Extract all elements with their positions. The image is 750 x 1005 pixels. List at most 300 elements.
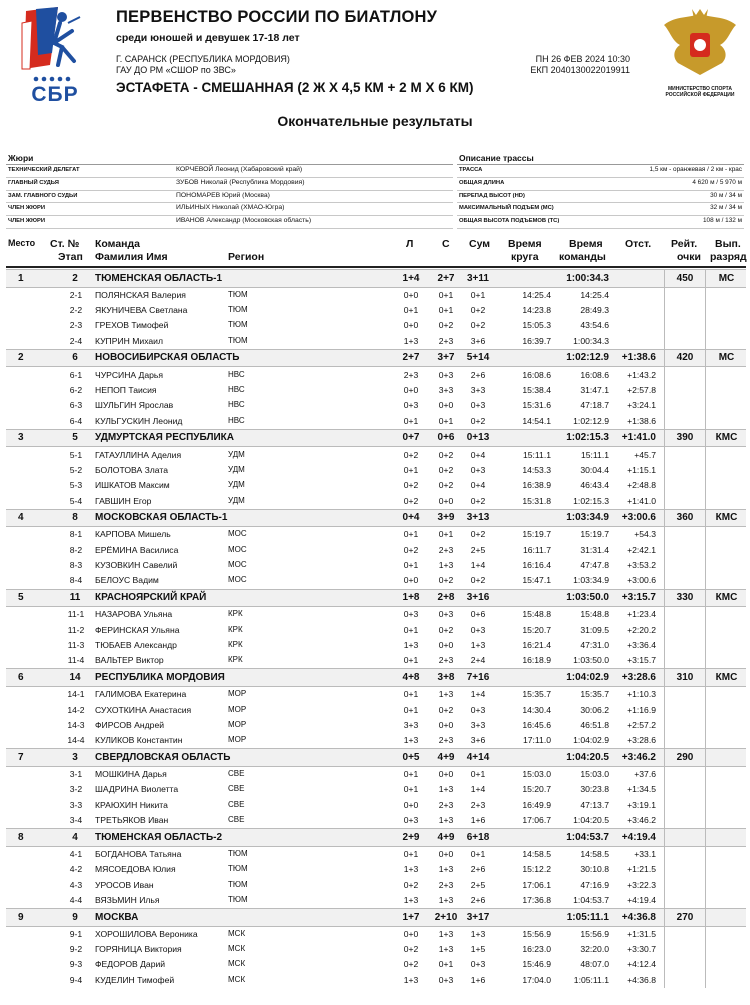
athlete-total-time: 46:51.8 [580, 719, 609, 730]
team-name: СВЕРДЛОВСКАЯ ОБЛАСТЬ [95, 751, 231, 763]
team-standing: 3+7 [437, 352, 455, 364]
course-label: ОБЩАЯ ВЫСОТА ПОДЪЕМОВ (ТС) [459, 218, 560, 225]
athlete-total-time: 16:08.6 [580, 369, 609, 380]
athlete-row [6, 847, 746, 862]
column-divider [664, 334, 665, 349]
athlete-standing: 2+3 [438, 799, 454, 810]
column-divider [705, 893, 706, 908]
athlete-region: МОР [228, 735, 247, 745]
athlete-gap: +3:46.2 [627, 815, 656, 826]
athlete-standing: 2+3 [438, 544, 454, 555]
athlete-standing: 1+3 [438, 944, 454, 955]
column-divider [705, 942, 706, 957]
athlete-gap: +1:16.9 [627, 704, 656, 715]
athlete-row [6, 957, 746, 972]
athlete-total-time: 1:04:20.5 [573, 815, 609, 826]
column-divider [705, 957, 706, 972]
athlete-stage: 11-2 [67, 624, 85, 635]
athlete-name: ГОРЯНИЦА Виктория [95, 944, 182, 955]
team-sum: 3+11 [467, 272, 489, 284]
column-divider [705, 718, 706, 733]
team-place: 2 [18, 352, 24, 364]
column-divider [705, 542, 706, 557]
athlete-region: СВЕ [228, 784, 245, 794]
team-place: 7 [18, 751, 24, 763]
athlete-lying: 0+3 [403, 815, 419, 826]
athlete-sum: 0+2 [470, 415, 486, 426]
column-divider [705, 782, 706, 797]
column-divider [664, 288, 665, 303]
athlete-row [6, 558, 746, 573]
athlete-lying: 0+1 [403, 784, 419, 795]
team-rank-points [664, 829, 705, 846]
athlete-gap: +1:23.4 [627, 609, 656, 620]
team-time: 1:04:20.5 [566, 751, 609, 763]
team-place: 4 [18, 512, 24, 524]
athlete-stage: 11-3 [67, 639, 85, 650]
jury-row [6, 203, 453, 216]
athlete-stage: 4-2 [69, 864, 83, 875]
team-sum: 0+13 [466, 432, 490, 444]
athlete-lap-time: 15:47.1 [522, 575, 551, 586]
athlete-standing: 0+0 [438, 495, 454, 506]
athlete-stage: 14-4 [67, 735, 85, 746]
column-divider [664, 303, 665, 318]
athlete-stage: 9-1 [69, 928, 83, 939]
team-lying: 0+4 [402, 512, 420, 524]
athlete-lap-time: 17:36.8 [522, 894, 551, 905]
athlete-standing: 0+2 [438, 704, 454, 715]
course-row [457, 178, 744, 191]
column-divider [664, 622, 665, 637]
course-row [457, 191, 744, 204]
athlete-total-time: 15:35.7 [580, 689, 609, 700]
column-divider [664, 638, 665, 653]
team-category [705, 749, 747, 766]
team-place: 5 [18, 592, 24, 603]
column-divider [705, 797, 706, 812]
athlete-stage: 3-4 [69, 815, 83, 826]
team-row [6, 908, 746, 927]
athlete-lap-time: 15:12.2 [522, 864, 551, 875]
athlete-name: ГАЛИМОВА Екатерина [95, 689, 187, 700]
athlete-gap: +33.1 [634, 848, 656, 859]
col-lying: Л [406, 238, 414, 250]
athlete-total-time: 30:06.2 [580, 704, 609, 715]
athlete-lap-time: 16:18.9 [522, 655, 551, 666]
athlete-standing: 0+0 [438, 769, 454, 780]
athlete-lap-time: 15:56.9 [522, 928, 551, 939]
course-value: 4 620 м / 5 970 м [692, 178, 742, 186]
athlete-standing: 1+3 [438, 928, 454, 939]
athlete-standing: 0+1 [438, 305, 454, 316]
athlete-lying: 0+2 [403, 449, 419, 460]
athlete-name: ЯКУНИЧЕВА Светлана [95, 305, 188, 316]
athlete-total-time: 15:03.0 [580, 769, 609, 780]
athlete-sum: 0+2 [470, 305, 486, 316]
athlete-sum: 0+1 [470, 289, 486, 300]
team-name: УДМУРТСКАЯ РЕСПУБЛИКА [95, 432, 234, 444]
athlete-standing: 2+3 [438, 879, 454, 890]
team-bib: 9 [72, 911, 78, 923]
athlete-sum: 1+4 [470, 784, 486, 795]
column-divider [705, 687, 706, 702]
athlete-lap-time: 16:39.7 [522, 335, 551, 346]
athlete-lap-time: 16:38.9 [522, 480, 551, 491]
athlete-lap-time: 16:49.9 [522, 799, 551, 810]
athlete-lying: 0+1 [403, 704, 419, 715]
jury-member: ИВАНОВ Александр (Московская область) [176, 217, 312, 225]
column-divider [664, 383, 665, 398]
col-lap-time: Время [508, 238, 542, 250]
athlete-total-time: 47:18.7 [580, 400, 609, 411]
athlete-stage: 6-4 [69, 415, 83, 426]
championship-subtitle: среди юношей и девушек 17-18 лет [116, 32, 300, 44]
athlete-lying: 1+3 [403, 894, 419, 905]
athlete-name: КУЛЬГУСКИН Леонид [95, 415, 183, 426]
column-divider [664, 893, 665, 908]
athlete-gap: +2:57.2 [627, 719, 656, 730]
athlete-total-time: 47:47.8 [580, 560, 609, 571]
athlete-total-time: 28:49.3 [580, 305, 609, 316]
athlete-standing: 3+3 [438, 385, 454, 396]
team-bib: 11 [69, 592, 81, 603]
team-standing: 2+7 [437, 272, 455, 284]
team-row [6, 748, 746, 767]
athlete-total-time: 1:03:50.0 [573, 655, 609, 666]
athlete-stage: 6-3 [69, 400, 83, 411]
athlete-name: КУПРИН Михаил [95, 335, 163, 346]
athlete-standing: 0+2 [438, 480, 454, 491]
col-stage: Этап [58, 251, 83, 263]
athlete-lap-time: 17:11.0 [522, 735, 551, 746]
athlete-region: КРК [228, 639, 243, 649]
athlete-region: КРК [228, 655, 243, 665]
column-divider [705, 527, 706, 542]
team-category: КМС [705, 590, 747, 607]
athlete-lap-time: 17:06.7 [522, 815, 551, 826]
athlete-row [6, 733, 746, 748]
athlete-name: БОГДАНОВА Татьяна [95, 848, 182, 859]
course-row [457, 165, 744, 178]
athlete-name: БЕЛОУС Вадим [95, 575, 159, 586]
column-divider [705, 702, 706, 717]
athlete-gap: +3:30.7 [627, 944, 656, 955]
athlete-name: КУДЕЛИН Тимофей [95, 974, 175, 985]
athlete-lap-time: 16:11.7 [522, 544, 551, 555]
athlete-row [6, 493, 746, 508]
athlete-lap-time: 15:20.7 [522, 784, 551, 795]
athlete-name: ИШКАТОВ Максим [95, 480, 170, 491]
team-place: 9 [18, 911, 24, 923]
athlete-row [6, 573, 746, 588]
athlete-standing: 1+3 [438, 560, 454, 571]
athlete-lap-time: 14:58.5 [522, 848, 551, 859]
athlete-name: ПОЛЯНСКАЯ Валерия [95, 289, 186, 300]
team-time: 1:02:15.3 [566, 432, 609, 444]
athlete-stage: 4-1 [69, 848, 83, 859]
athlete-total-time: 1:02:15.3 [573, 495, 609, 506]
athlete-sum: 2+6 [470, 894, 486, 905]
column-divider [705, 383, 706, 398]
athlete-region: ТЮМ [228, 289, 248, 299]
column-divider [664, 718, 665, 733]
athlete-standing: 0+0 [438, 719, 454, 730]
athlete-lying: 0+1 [403, 848, 419, 859]
athlete-total-time: 30:23.8 [580, 784, 609, 795]
athlete-stage: 8-4 [69, 575, 83, 586]
athlete-stage: 9-3 [69, 959, 83, 970]
athlete-region: УДМ [228, 480, 245, 490]
athlete-row [6, 653, 746, 668]
column-divider [664, 413, 665, 428]
athlete-region: НВС [228, 385, 245, 395]
col-bib: Ст. № [50, 238, 80, 250]
athlete-row [6, 527, 746, 542]
athlete-row [6, 797, 746, 812]
athlete-stage: 9-4 [69, 974, 83, 985]
athlete-standing: 0+0 [438, 848, 454, 859]
athlete-row [6, 463, 746, 478]
team-row [6, 269, 746, 288]
course-label: МАКСИМАЛЬНЫЙ ПОДЪЕМ (МС) [459, 205, 554, 212]
athlete-row [6, 718, 746, 733]
athlete-region: УДМ [228, 495, 245, 505]
column-divider [705, 973, 706, 988]
jury-row [6, 165, 453, 178]
athlete-stage: 5-3 [69, 480, 83, 491]
column-divider [664, 607, 665, 622]
athlete-lap-time: 17:04.0 [522, 974, 551, 985]
athlete-lap-time: 14:25.4 [522, 289, 551, 300]
athlete-standing: 1+3 [438, 689, 454, 700]
athlete-region: СВЕ [228, 799, 245, 809]
col-lap-time-2: круга [511, 251, 539, 263]
athlete-gap: +3:22.3 [627, 879, 656, 890]
column-divider [664, 702, 665, 717]
sbr-logo [18, 3, 98, 106]
athlete-standing: 0+0 [438, 639, 454, 650]
athlete-lying: 0+2 [403, 480, 419, 491]
athlete-sum: 1+4 [470, 560, 486, 571]
column-divider [705, 303, 706, 318]
column-divider [705, 847, 706, 862]
athlete-lap-time: 15:31.6 [522, 400, 551, 411]
athlete-name: КРАЮХИН Никита [95, 799, 168, 810]
athlete-name: МОШКИНА Дарья [95, 769, 167, 780]
team-gap: +3:00.6 [621, 512, 656, 524]
athlete-lying: 1+3 [403, 974, 419, 985]
column-divider [664, 573, 665, 588]
athlete-lap-time: 17:06.1 [522, 879, 551, 890]
athlete-lying: 1+3 [403, 864, 419, 875]
column-divider [664, 687, 665, 702]
team-row [6, 828, 746, 847]
athlete-sum: 0+4 [470, 480, 486, 491]
athlete-sum: 3+6 [470, 735, 486, 746]
athlete-sum: 1+6 [470, 815, 486, 826]
athlete-region: ТЮМ [228, 335, 248, 345]
athlete-region: НВС [228, 369, 245, 379]
athlete-lying: 0+0 [403, 289, 419, 300]
athlete-lying: 0+0 [403, 799, 419, 810]
team-lying: 2+9 [402, 831, 420, 843]
athlete-row [6, 702, 746, 717]
athlete-stage: 2-1 [69, 289, 83, 300]
column-divider [664, 847, 665, 862]
athlete-row [6, 478, 746, 493]
team-standing: 4+9 [437, 831, 455, 843]
athlete-lap-time: 14:30.4 [522, 704, 551, 715]
team-sum: 3+13 [466, 512, 490, 524]
column-divider [705, 877, 706, 892]
athlete-stage: 5-4 [69, 495, 83, 506]
team-category: КМС [705, 669, 747, 686]
team-name: ТЮМЕНСКАЯ ОБЛАСТЬ-1 [95, 272, 223, 284]
athlete-standing: 2+3 [438, 735, 454, 746]
team-gap: +1:38.6 [621, 352, 656, 364]
athlete-sum: 0+3 [470, 400, 486, 411]
column-divider [664, 782, 665, 797]
athlete-standing: 1+3 [438, 815, 454, 826]
athlete-lap-time: 16:16.4 [522, 560, 551, 571]
athlete-total-time: 48:07.0 [580, 959, 609, 970]
jury-member: ИЛЬИНЫХ Николай (ХМАО-Югра) [176, 204, 285, 212]
athlete-sum: 0+2 [470, 529, 486, 540]
column-divider [664, 447, 665, 462]
team-time: 1:04:53.7 [566, 831, 609, 843]
athlete-stage: 5-2 [69, 464, 83, 475]
team-standing: 3+9 [437, 512, 455, 524]
athlete-lap-time: 14:53.3 [522, 464, 551, 475]
athlete-lying: 0+1 [403, 655, 419, 666]
column-divider [664, 653, 665, 668]
athlete-lap-time: 15:46.9 [522, 959, 551, 970]
course-label: ПЕРЕПАД ВЫСОТ (HD) [459, 192, 525, 199]
athlete-standing: 0+3 [438, 369, 454, 380]
athlete-lap-time: 15:38.4 [522, 385, 551, 396]
event-date-time: ПН 26 ФЕВ 2024 10:30 [535, 54, 630, 64]
athlete-standing: 1+3 [438, 864, 454, 875]
athlete-total-time: 30:10.8 [580, 864, 609, 875]
athlete-lying: 0+3 [403, 609, 419, 620]
column-divider [664, 927, 665, 942]
athlete-row [6, 413, 746, 428]
athlete-stage: 8-3 [69, 560, 83, 571]
athlete-sum: 2+4 [470, 655, 486, 666]
athlete-gap: +1:15.1 [627, 464, 656, 475]
team-row [6, 429, 746, 448]
athlete-standing: 1+3 [438, 784, 454, 795]
team-gap: +1:41.0 [621, 432, 656, 444]
athlete-lying: 1+3 [403, 335, 419, 346]
athlete-stage: 4-3 [69, 879, 83, 890]
athlete-row [6, 398, 746, 413]
athlete-gap: +54.3 [634, 529, 656, 540]
athlete-row [6, 303, 746, 318]
team-sum: 6+18 [466, 831, 490, 843]
course-label: ОБЩАЯ ДЛИНА [459, 179, 505, 186]
athlete-standing: 0+3 [438, 609, 454, 620]
team-bib: 4 [72, 831, 78, 843]
athlete-name: ТЮБАЕВ Александр [95, 639, 177, 650]
course-value: 30 м / 34 м [710, 191, 742, 199]
athlete-lying: 0+1 [403, 560, 419, 571]
athlete-gap: +1:34.5 [627, 784, 656, 795]
column-divider [664, 733, 665, 748]
team-name: МОСКВА [95, 911, 139, 923]
athlete-gap: +3:28.6 [627, 735, 656, 746]
team-rank-points: 270 [664, 909, 705, 926]
team-lying: 0+5 [402, 751, 420, 763]
col-gap: Отст. [625, 238, 652, 250]
athlete-gap: +2:20.2 [627, 624, 656, 635]
team-lying: 2+7 [402, 352, 420, 364]
team-lying: 1+8 [402, 592, 420, 603]
athlete-stage: 8-1 [69, 529, 83, 540]
athlete-sum: 0+4 [470, 449, 486, 460]
column-divider [705, 607, 706, 622]
athlete-name: НАЗАРОВА Ульяна [95, 609, 173, 620]
jury-role: ЗАМ. ГЛАВНОГО СУДЬИ [8, 192, 78, 199]
course-row [457, 216, 744, 229]
athlete-total-time: 1:04:53.7 [573, 894, 609, 905]
athlete-row [6, 334, 746, 349]
athlete-row [6, 318, 746, 333]
athlete-row [6, 607, 746, 622]
athlete-region: ТЮМ [228, 894, 248, 904]
athlete-sum: 0+3 [470, 704, 486, 715]
athlete-lying: 1+3 [403, 735, 419, 746]
athlete-lying: 0+2 [403, 959, 419, 970]
athlete-sum: 0+3 [470, 624, 486, 635]
athlete-total-time: 1:02:12.9 [573, 415, 609, 426]
athlete-name: НЕПОП Таисия [95, 385, 157, 396]
athlete-stage: 14-1 [67, 689, 85, 700]
athlete-row [6, 288, 746, 303]
athlete-gap: +3:36.4 [627, 639, 656, 650]
athlete-region: НВС [228, 400, 245, 410]
team-rank-points: 330 [664, 590, 705, 607]
athlete-sum: 1+4 [470, 689, 486, 700]
athlete-gap: +1:31.5 [627, 928, 656, 939]
athlete-sum: 0+3 [470, 464, 486, 475]
athlete-region: СВЕ [228, 815, 245, 825]
course-value: 1,5 км - оранжевая / 2 км - крас [649, 166, 742, 173]
athlete-gap: +3:15.7 [627, 655, 656, 666]
athlete-sum: 3+6 [470, 335, 486, 346]
athlete-lap-time: 15:48.8 [522, 609, 551, 620]
team-name: РЕСПУБЛИКА МОРДОВИЯ [95, 671, 225, 683]
team-name: МОСКОВСКАЯ ОБЛАСТЬ-1 [95, 512, 228, 524]
team-time: 1:04:02.9 [566, 671, 609, 683]
team-row [6, 349, 746, 368]
jury-role: ТЕХНИЧЕСКИЙ ДЕЛЕГАТ [8, 167, 80, 173]
athlete-row [6, 927, 746, 942]
athlete-row [6, 942, 746, 957]
athlete-total-time: 31:09.5 [580, 624, 609, 635]
athlete-stage: 3-2 [69, 784, 83, 795]
athlete-name: ФИРСОВ Андрей [95, 719, 165, 730]
athlete-lap-time: 15:11.1 [522, 449, 551, 460]
team-name: ТЮМЕНСКАЯ ОБЛАСТЬ-2 [95, 831, 223, 843]
athlete-lying: 2+3 [403, 369, 419, 380]
athlete-standing: 0+1 [438, 289, 454, 300]
athlete-sum: 3+3 [470, 719, 486, 730]
athlete-region: ТЮМ [228, 320, 248, 330]
column-divider [664, 942, 665, 957]
team-category [705, 909, 747, 926]
